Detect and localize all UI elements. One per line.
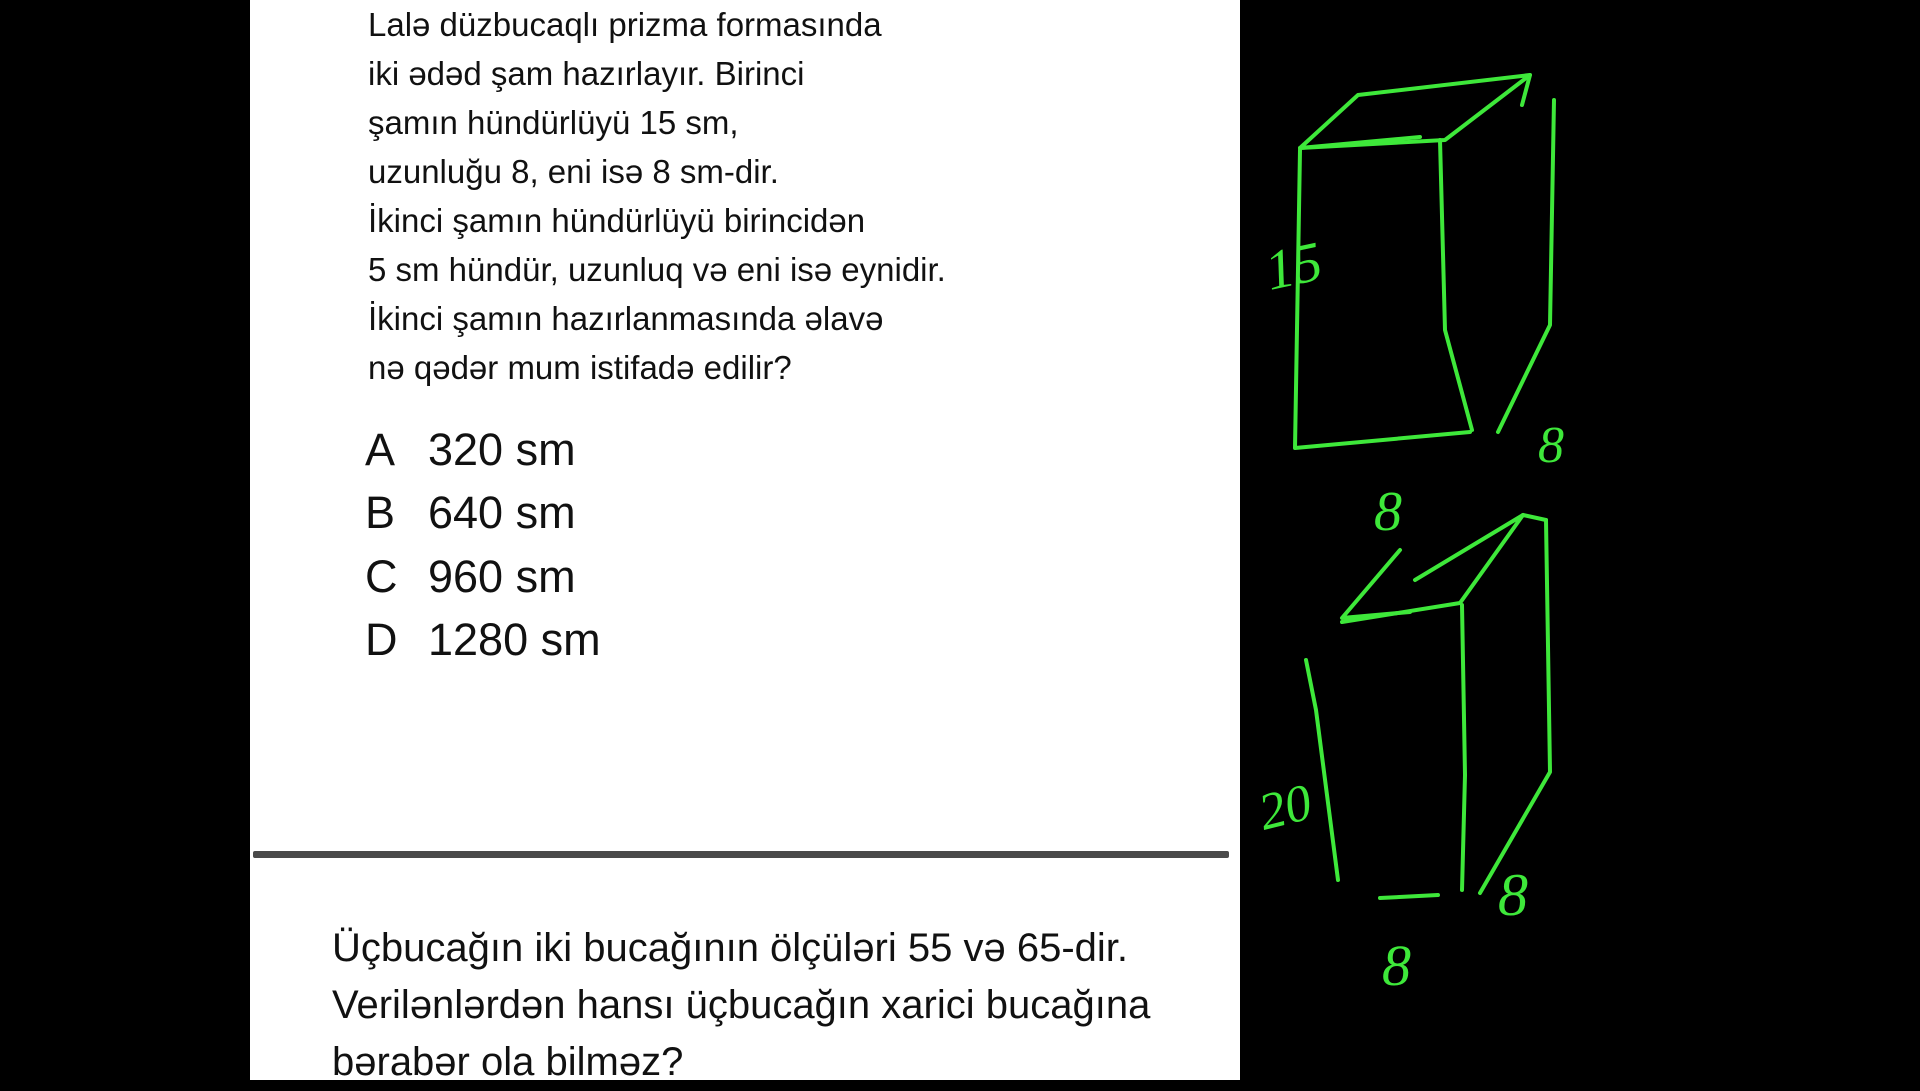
question-1-line: Lalə düzbucaqlı prizma formasında bbox=[368, 6, 882, 43]
question-2-line: bərabər ola bilməz? bbox=[332, 1040, 684, 1084]
option-text: 320 sm bbox=[428, 423, 576, 475]
answer-options bbox=[365, 418, 865, 672]
option-text: 640 sm bbox=[428, 487, 576, 539]
question-1-line: uzunluğu 8, eni isə 8 sm-dir. bbox=[368, 153, 779, 190]
question-1-line: İkinci şamın hazırlanmasında əlavə bbox=[368, 300, 884, 337]
prism-sketch bbox=[1240, 0, 1920, 1080]
option-c[interactable] bbox=[365, 545, 865, 609]
option-a[interactable] bbox=[365, 418, 865, 482]
prism-2-drawing bbox=[1306, 515, 1550, 898]
question-2-line: Üçbucağın iki bucağının ölçüləri 55 və 65-dir. bbox=[332, 926, 1129, 970]
question-1-line: 5 sm hündür, uzunluq və eni isə eynidir. bbox=[368, 251, 946, 288]
question-1-line: İkinci şamın hündürlüyü birincidən bbox=[368, 202, 866, 239]
question-2-line: Verilənlərdən hansı üçbucağın xarici bucağına bbox=[332, 983, 1151, 1027]
prism-1-drawing bbox=[1295, 75, 1554, 448]
prism-1-height-label: 15 bbox=[1259, 230, 1328, 303]
option-b[interactable] bbox=[365, 482, 865, 546]
question-1-line: nə qədər mum istifadə edilir? bbox=[368, 349, 792, 386]
question-2-text bbox=[332, 920, 1252, 1091]
question-1-line: şamın hündürlüyü 15 sm, bbox=[368, 104, 739, 141]
option-letter: A bbox=[365, 423, 396, 475]
prism-2-depth-label: 8 bbox=[1498, 862, 1528, 928]
prism-2-height-label: 20 bbox=[1253, 773, 1318, 842]
option-letter: B bbox=[365, 487, 396, 539]
question-1-text bbox=[368, 0, 1128, 392]
option-d[interactable] bbox=[365, 609, 865, 673]
prism-2-width-label: 8 bbox=[1382, 933, 1411, 998]
question-1-line: iki ədəd şam hazırlayır. Birinci bbox=[368, 55, 805, 92]
prism-1-depth-label: 8 bbox=[1538, 417, 1564, 474]
prism-1-width-label: 8 bbox=[1374, 481, 1402, 543]
option-text: 1280 sm bbox=[428, 614, 601, 666]
option-letter: D bbox=[365, 614, 398, 666]
option-text: 960 sm bbox=[428, 550, 576, 602]
section-divider bbox=[253, 851, 1229, 858]
option-letter: C bbox=[365, 550, 398, 602]
